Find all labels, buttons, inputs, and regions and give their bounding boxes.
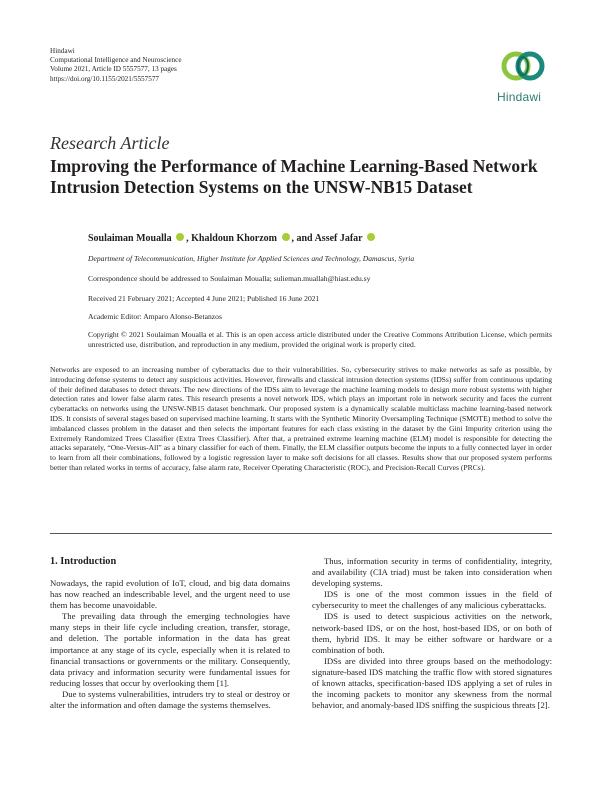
orcid-icon[interactable] [176, 233, 184, 241]
section-heading: 1. Introduction [50, 556, 117, 567]
journal-meta [50, 47, 182, 84]
author-separator: , [186, 233, 189, 244]
paragraph: IDS is used to detect suspicious activities on the network, network-based IDS, or on the host, host-based IDS, or on both of them, hybrid IDS. It may be either software or hardware or a combination of both. [312, 611, 552, 655]
paragraph: Due to systems vulnerabilities, intruders try to steal or destroy or alter the information and often damage the systems themselves. [50, 688, 290, 711]
journal-name: Computational Intelligence and Neuroscience [50, 56, 182, 65]
logo-wordmark: Hindawi [497, 90, 542, 104]
paragraph: The prevailing data through the emerging technologies have many steps in their life cycle including creation, transfer, storage, and deletion. The portable information in the data has great importance at any stage of its cycle, especially when it is related to financial transactions or governments or the military. Consequently, data privacy and information security were fundamental issues for reducing losses that occur by overlooking them [1]. [50, 611, 290, 688]
author-name[interactable]: Khaldoun Khorzom [191, 233, 277, 244]
paper-title: Improving the Performance of Machine Learning-Based Network Intrusion Detection Systems on the UNSW-NB15 Dataset [50, 156, 538, 197]
author-separator: , and [291, 233, 313, 244]
orcid-icon[interactable] [282, 233, 290, 241]
doi-link[interactable]: https://doi.org/10.1155/2021/5557577 [50, 74, 160, 83]
publication-dates: Received 21 February 2021; Accepted 4 June 2021; Published 16 June 2021 [88, 294, 320, 303]
author-name[interactable]: Soulaiman Moualla [88, 233, 172, 244]
orcid-icon[interactable] [367, 233, 375, 241]
affiliation: Department of Telecommunication, Higher Institute for Applied Sciences and Technology, Damascus, Syria [88, 254, 415, 263]
paragraph: IDS is one of the most common issues in the field of cybersecurity to meet the challenges of any malicious cyberattacks. [312, 589, 552, 611]
paragraph: Thus, information security in terms of confidentiality, integrity, and availability (CIA triad) must be taken into consideration when developing systems. [312, 556, 552, 589]
article-type: Research Article [50, 133, 170, 153]
right-column [312, 556, 552, 711]
author-list [88, 233, 377, 244]
academic-editor: Academic Editor: Amparo Alonso-Betanzos [88, 312, 222, 321]
section-divider [50, 533, 552, 534]
paragraph: IDSs are divided into three groups based on the methodology: signature-based IDS matching the traffic flow with stored signatures of known attacks, specification-based IDS applying a set of rules in the incoming packets to monitor any skewness from the normal behavior, and anomaly-based IDS sniffing the suspicious threats [2]. [312, 655, 552, 711]
abstract: Networks are exposed to an increasing number of cyberattacks due to their vulnerabilities. So, cybersecurity strives to make networks as safe as possible, by introducing defense systems to detect any suspicious activities. However, firewalls and classical intrusion detection systems (IDSs) suffer from continuous updating of their defined databases to detect threats. The new directions of the IDSs aim to leverage the machine learning models to design more robust systems with higher detection rates and lower false alarm rates. This research presents a novel network IDS, which plays an important role in network security and faces the current cyberattacks on networks using the UNSW-NB15 dataset benchmark. Our proposed system is a dynamically scalable multiclass machine learning-based network IDS. It consists of several stages based on supervised machine learning. It starts with the Synthetic Minority Oversampling Technique (SMOTE) method to solve the imbalanced classes problem in the dataset and then selects the important features for each class existing in the dataset by the Gini Impurity criterion using the Extremely Randomized Trees Classifier (Extra Trees Classifier). After that, a pretrained extreme learning machine (ELM) model is responsible for detecting the attacks separately, “One-Versus-All” as a binary classifier for each of them. Finally, the ELM classifier outputs become the inputs to a fully connected layer in order to learn from all their combinations, followed by a logistic regression layer to make soft decisions for all classes. Results show that our proposed system performs better than related works in terms of accuracy, false alarm rate, Receiver Operating Characteristic (ROC), and Precision-Recall Curves (PRCs). [50, 365, 552, 472]
correspondence: Correspondence should be addressed to Soulaiman Moualla; sulieman.muallah@hiast.edu.sy [88, 274, 371, 283]
author-name[interactable]: Assef Jafar [314, 233, 363, 244]
publisher-name: Hindawi [50, 47, 75, 55]
copyright-notice: Copyright © 2021 Soulaiman Moualla et al. This is an open access article distributed under the Creative Commons Attribution License, which permits unrestricted use, distribution, and reproduction in any medium, provided the original work is properly cited. [88, 330, 552, 350]
paragraph: Nowadays, the rapid evolution of IoT, cloud, and big data domains has now reached an indescribable level, and the urgent need to use them has become unavoidable. [50, 578, 290, 611]
volume-line: Volume 2021, Article ID 5557577, 13 pages [50, 65, 177, 74]
left-column [50, 556, 290, 711]
